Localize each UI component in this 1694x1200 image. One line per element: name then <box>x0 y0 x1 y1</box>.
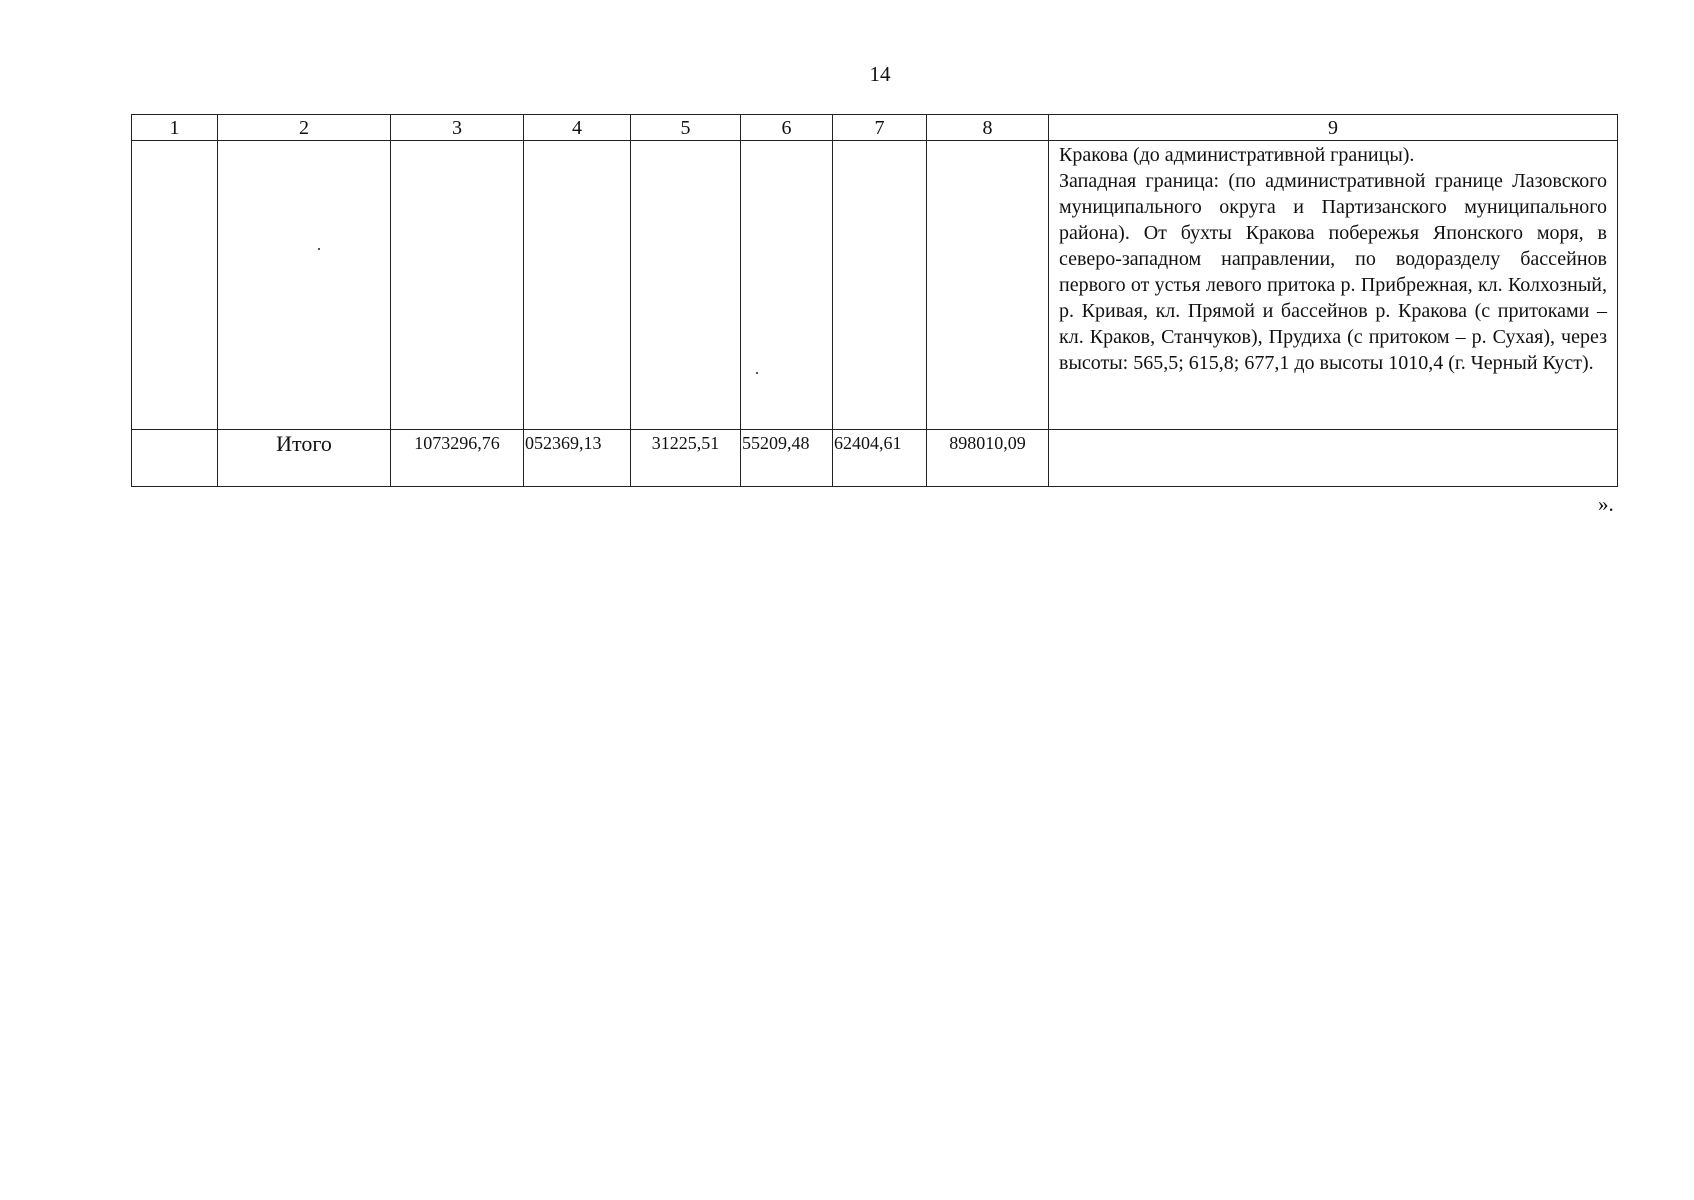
table-row <box>132 141 1618 430</box>
page-number: 14 <box>869 62 891 86</box>
empty-cell <box>391 141 524 430</box>
empty-cell <box>741 141 833 430</box>
description-paragraph: Западная граница: (по административной границе Лазовского муниципального округа и Партизанского муниципального района). От бухты Кракова побережья Японского моря, в северо-западном направлении, по водоразделу бассейнов первого от устья левого притока р. Прибрежная, кл. Колхозный, р. Кривая, кл. Прямой и бассейнов р. Кракова (с притоками – кл. Краков, Станчуков), Прудиха (с притоком – р. Сухая), через высоты: 565,5; 615,8; 677,1 до высоты 1010,4 (г. Черный Куст). <box>1059 170 1607 374</box>
column-number-row <box>132 115 1618 141</box>
boundary-description-cell <box>1049 141 1618 430</box>
total-col6-value: 55209,48 <box>741 430 833 487</box>
data-table <box>131 114 1618 487</box>
column-number: 5 <box>631 115 741 141</box>
column-number: 8 <box>927 115 1049 141</box>
closing-quote-mark: ». <box>1598 492 1614 516</box>
column-number: 3 <box>391 115 524 141</box>
column-number: 1 <box>132 115 218 141</box>
column-number: 2 <box>218 115 391 141</box>
column-number: 9 <box>1049 115 1618 141</box>
empty-cell <box>1049 430 1618 487</box>
total-col4-value: 052369,13 <box>524 430 631 487</box>
total-label: Итого <box>218 430 391 487</box>
column-number: 6 <box>741 115 833 141</box>
empty-cell <box>833 141 927 430</box>
total-col5-value: 31225,51 <box>631 430 741 487</box>
total-col3-value: 1073296,76 <box>391 430 524 487</box>
description-paragraph: Кракова (до административной границы). <box>1059 144 1415 166</box>
empty-cell <box>524 141 631 430</box>
scan-speck <box>756 372 758 374</box>
empty-cell <box>927 141 1049 430</box>
empty-cell <box>631 141 741 430</box>
empty-cell <box>132 141 218 430</box>
column-number: 4 <box>524 115 631 141</box>
empty-cell <box>132 430 218 487</box>
total-row <box>132 430 1618 487</box>
total-col8-value: 898010,09 <box>927 430 1049 487</box>
column-number: 7 <box>833 115 927 141</box>
total-col7-value: 62404,61 <box>833 430 927 487</box>
scan-speck <box>318 248 320 250</box>
empty-cell <box>218 141 391 430</box>
